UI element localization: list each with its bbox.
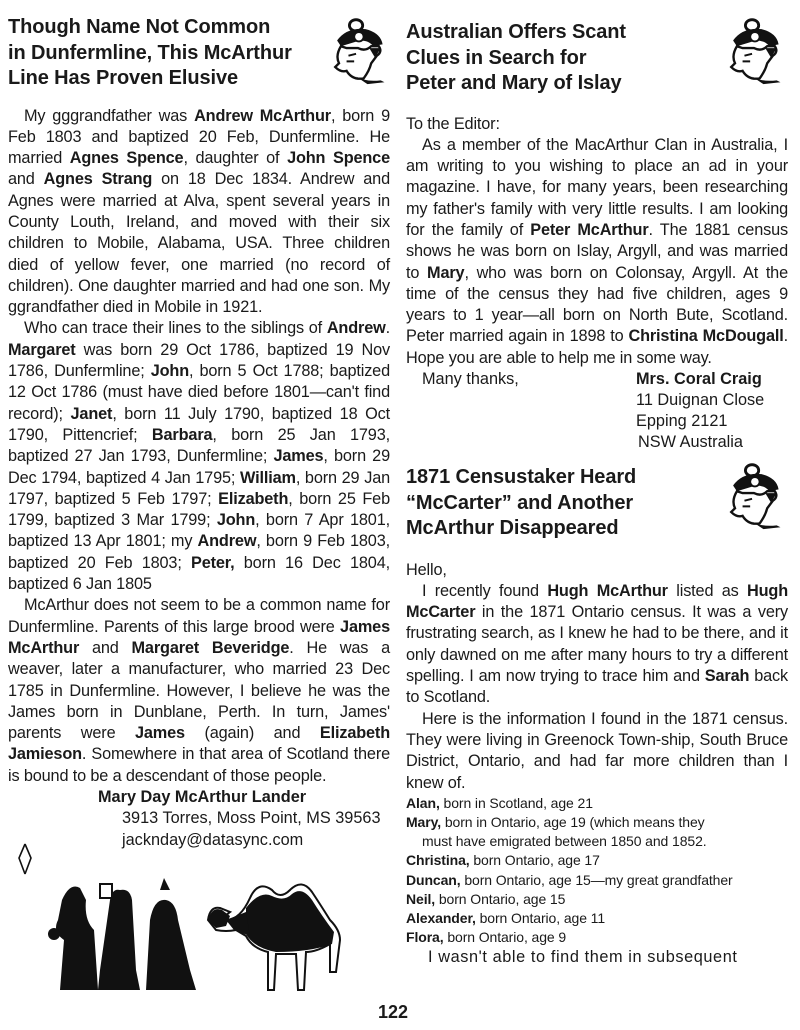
child-name: Neil,: [406, 890, 436, 907]
signature-name: Mary Day McArthur Lander: [98, 788, 307, 806]
text-run: , who was born on Colonsay, Argyll. At the time of the census they had five children, ages 9 years to 1 year—all born on North Bute, Scotland. Peter married again in 1898 to: [406, 263, 788, 346]
left-article-header: [8, 0, 390, 92]
bold-name: Hugh McArthur: [547, 581, 668, 600]
signature-address-line: Epping 2121: [636, 412, 728, 431]
bold-name: James: [135, 724, 185, 743]
child-name: Christina,: [406, 852, 470, 869]
bold-name: Christina McDougall: [628, 327, 784, 346]
child-entry: [406, 851, 788, 870]
headline-line: Peter and Mary of Islay: [406, 72, 622, 94]
headline-line: in Dunfermline, This McArthur: [8, 41, 292, 64]
headline-line: Though Name Not Common: [8, 16, 271, 38]
miner-mascot-icon: [326, 14, 388, 86]
text-run: My gggrandfather was: [24, 106, 195, 125]
bold-name: Sarah: [704, 667, 750, 686]
right-article-2-header: [406, 465, 788, 542]
signature-email: jacknday@datasync.com: [122, 830, 304, 849]
text-run: , born 9 Feb 1803, baptized 20 Feb 1803;: [8, 532, 390, 572]
left-article-body: [8, 106, 390, 788]
child-entry: [406, 794, 788, 813]
bold-name: Barbara: [151, 425, 213, 444]
star-ornament-icon: [10, 840, 40, 880]
child-name: Alexander,: [406, 910, 476, 927]
bold-name: Agnes Strang: [43, 170, 153, 189]
signature-name: Mrs. Coral Craig: [636, 370, 762, 389]
bold-name: Mary: [427, 263, 465, 282]
text-run: , born 9 Feb 1803 and baptized 20 Feb, Dunfermline. He married: [8, 106, 391, 168]
left-article: [8, 0, 390, 851]
text-run: , born 29 Jan 1797, baptized 5 Feb 1797;: [8, 468, 391, 508]
text-run: I recently found: [422, 581, 548, 600]
paragraph: [8, 106, 390, 319]
text-run: Here is the information I found in the 1871 census. They were living in Greenock Town-ship, South Bruce District, Ontario, and had far more children than I knew of.: [406, 709, 788, 792]
salutation: To the Editor:: [406, 114, 500, 133]
text-run: back to Scotland.: [406, 667, 788, 707]
text-run: on 18 Dec 1834. Andrew and Agnes were married at Alva, spent several years in County Louth, Ireland, and moved with their six children to Mobile, Alabama, USA. Three children died of yellow fever, one married (no record of children). One daughter married and had one son. My ggrandfather died in Mobile in 1921.: [8, 170, 390, 317]
paragraph: [8, 318, 390, 595]
child-detail-continued: must have emigrated between 1850 and 1852.: [422, 833, 707, 850]
paragraph: [406, 581, 788, 709]
right-article-2-paragraphs: [406, 581, 788, 794]
text-run: . Hope you are able to help me in some way.: [406, 327, 788, 367]
child-entry: [406, 909, 788, 928]
child-detail: born in Scotland, age 21: [439, 794, 593, 811]
child-detail: born Ontario, age 9: [443, 929, 567, 946]
paragraph: [8, 595, 390, 787]
bold-name: John: [216, 511, 256, 530]
child-detail: born Ontario, age 15—my great grandfather: [460, 871, 733, 888]
text-run: born 16 Dec 1804, baptized 6 Jan 1805: [8, 553, 390, 594]
child-name: Alan,: [406, 794, 440, 811]
miner-mascot-icon: [722, 459, 784, 531]
text-run: . Somewhere in that area of Scotland there is bound to be a descendant of those people.: [8, 745, 390, 785]
child-entry: [406, 890, 788, 909]
headline-line: Clues in Search for: [406, 46, 587, 69]
bold-name: John Spence: [287, 149, 390, 168]
text-run: and: [8, 170, 44, 189]
child-entry: [406, 928, 788, 947]
text-run: McArthur does not seem to be a common name for Dunfermline. Parents of this large brood were: [8, 596, 390, 636]
text-run: , daughter of: [183, 149, 288, 168]
right-article-1-body: [406, 114, 788, 370]
text-run: Who can trace their lines to the siblings of: [24, 319, 327, 338]
text-run: , born 11 July 1790, baptized 18 Oct 1790, Pittencrief;: [8, 404, 390, 444]
text-run: As a member of the MacArthur Clan in Australia, I am writing to you wishing to place an ad in your magazine. I have, for many years, been researching my father's family with very little results. I am looking for the family of: [406, 135, 788, 239]
headline-line: McArthur Disappeared: [406, 517, 619, 540]
bold-name: Andrew: [326, 319, 386, 338]
text-run: in the 1871 Ontario census. It was a very frustrating search, as I knew he had to be there, and it only dawned on me after many hours to try a different spelling. I am now trying to trace him and: [406, 603, 788, 686]
headline-line: Australian Offers Scant: [406, 21, 626, 43]
signature-address-line: 11 Duignan Close: [636, 391, 765, 410]
bold-name: Elizabeth Jamieson: [8, 724, 390, 764]
child-name: Duncan,: [406, 871, 461, 888]
right-article-2-final: [406, 947, 788, 968]
bold-name: Margaret: [8, 340, 76, 359]
miner-mascot-icon: [722, 14, 784, 86]
text-run: listed as: [667, 581, 748, 600]
text-run: , born 5 Oct 1788; baptized 12 Oct 1786 (must have died before 1801—can't find record);: [8, 362, 390, 423]
text-run: and: [79, 638, 132, 657]
text-run: , born 25 Jan 1793, baptized 27 Jan 1793, Dunfermline;: [8, 425, 390, 466]
bold-name: Peter,: [191, 553, 235, 572]
final-line: I wasn't able to find them in subsequent: [428, 948, 738, 967]
bold-name: Hugh McCarter: [406, 581, 789, 622]
page-number: 122: [378, 1002, 409, 1022]
right-article-1-paragraphs: [406, 135, 788, 369]
headline-line: 1871 Censustaker Heard: [406, 466, 637, 489]
child-entry: [406, 871, 788, 890]
child-name: Flora,: [406, 929, 444, 946]
text-run: . He was a weaver, later a manufacturer, who married 23 Dec 1785 in Dunfermline. However, I believe he was the James born in Dunblane, Perth. In turn, James' parents were: [8, 638, 391, 743]
text-run: (again) and: [184, 724, 320, 743]
text-run: , born 29 Dec 1794, baptized 4 Jan 1795;: [8, 447, 390, 487]
text-run: was born 29 Oct 1786, baptized 19 Nov 1786, Dunfermline;: [8, 340, 390, 381]
three-kings-camel-illustration: [40, 860, 370, 1000]
text-run: , born 7 Apr 1801, baptized 13 Apr 1801; my: [8, 511, 390, 551]
headline-line: “McCarter” and Another: [406, 491, 634, 514]
child-entry: [406, 813, 788, 832]
bold-name: Margaret Beveridge: [131, 638, 290, 657]
bold-name: Janet: [70, 404, 113, 423]
salutation: Hello,: [406, 560, 447, 579]
signature-address-line: NSW Australia: [638, 433, 743, 452]
children-list: [406, 794, 788, 948]
bold-name: Peter McArthur: [530, 220, 649, 239]
text-run: , born 25 Feb 1799, baptized 3 Mar 1799;: [8, 489, 390, 530]
text-run: .: [385, 319, 390, 338]
child-detail: born Ontario, age 11: [475, 910, 605, 927]
child-name: Mary,: [406, 814, 442, 831]
bold-name: John: [150, 362, 189, 381]
closing: Many thanks,: [422, 370, 519, 389]
bold-name: James McArthur: [8, 617, 390, 657]
bold-name: Andrew McArthur: [194, 106, 331, 125]
bold-name: James: [273, 447, 324, 466]
left-signature: [8, 787, 390, 851]
paragraph: [406, 135, 788, 369]
signature-address: 3913 Torres, Moss Point, MS 39563: [122, 809, 381, 828]
headline-line: Line Has Proven Elusive: [8, 67, 239, 89]
bold-name: Agnes Spence: [69, 149, 184, 168]
right-article-1-header: [406, 0, 788, 97]
right-article-2-body: [406, 560, 788, 794]
paragraph: [406, 709, 788, 794]
bold-name: Elizabeth: [218, 489, 289, 508]
right-column: [406, 0, 788, 969]
bold-name: Andrew: [197, 532, 257, 551]
child-detail: born Ontario, age 15: [435, 890, 566, 907]
child-detail: born in Ontario, age 19 (which means they: [441, 814, 705, 831]
bold-name: William: [240, 468, 296, 487]
right-article-1-signoff: [406, 369, 788, 455]
text-run: . The 1881 census shows he was born on Islay, Argyll, and was married to: [406, 220, 788, 282]
child-detail: born Ontario, age 17: [469, 852, 600, 869]
